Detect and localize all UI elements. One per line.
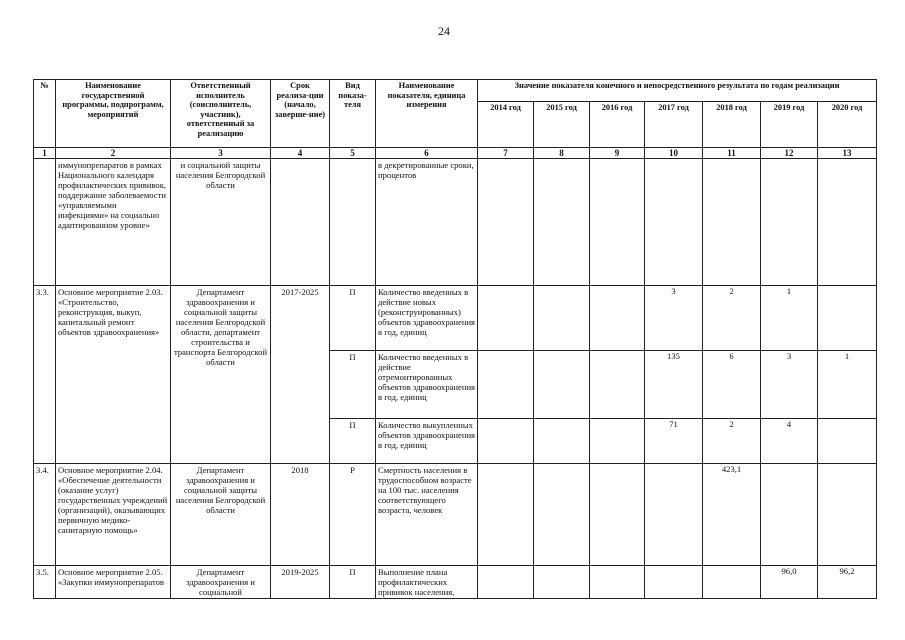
- row-term: 2017-2025: [271, 286, 330, 464]
- value-cell: [590, 464, 645, 566]
- value-2017: 71: [645, 419, 703, 464]
- value-2018: 2: [703, 286, 761, 351]
- value-cell: [534, 464, 590, 566]
- value-cell: [703, 566, 761, 599]
- column-index: 6: [376, 148, 478, 159]
- row-indicator: Выполнение плана профилактических прививок населения,: [376, 566, 478, 599]
- row-term: 2019-2025: [271, 566, 330, 599]
- value-cell: [590, 159, 645, 286]
- header-year-2015: 2015 год: [534, 102, 590, 148]
- value-cell: [478, 286, 534, 351]
- header-executor: Ответственный исполнитель (соисполнитель, участник), ответственный за реализацию: [171, 80, 271, 148]
- value-cell: [534, 351, 590, 419]
- value-2018: 6: [703, 351, 761, 419]
- header-year-2016: 2016 год: [590, 102, 645, 148]
- row-executor: Департамент здравоохранения и социальной защиты населения Белгородской области, департамент строительства и транспорта Белгородской области: [171, 286, 271, 464]
- value-cell: [590, 419, 645, 464]
- row-indicator: Количество введенных в действие отремонтированных объектов здравоохранения в год, единиц: [376, 351, 478, 419]
- value-2020: [818, 419, 877, 464]
- column-index: 11: [703, 148, 761, 159]
- value-cell: [478, 464, 534, 566]
- value-2017: 3: [645, 286, 703, 351]
- header-year-2014: 2014 год: [478, 102, 534, 148]
- row-executor: Департамент здравоохранения и социальной: [171, 566, 271, 599]
- value-cell: [478, 159, 534, 286]
- value-cell: [818, 464, 877, 566]
- row-indicator: Количество выкупленных объектов здравоохранения в год, единиц: [376, 419, 478, 464]
- header-year-2017: 2017 год: [645, 102, 703, 148]
- value-2019: 1: [761, 286, 818, 351]
- header-indicator: Наименование показателя, единица измерения: [376, 80, 478, 148]
- header-year-2020: 2020 год: [818, 102, 877, 148]
- value-cell: [645, 159, 703, 286]
- row-type: [330, 159, 376, 286]
- value-2020: 1: [818, 351, 877, 419]
- column-index: 9: [590, 148, 645, 159]
- value-cell: [645, 566, 703, 599]
- value-2018: 2: [703, 419, 761, 464]
- header-values-group: Значение показателя конечного и непосредственного результата по годам реализации: [478, 80, 877, 102]
- table-row: [34, 286, 877, 351]
- header-year-2019: 2019 год: [761, 102, 818, 148]
- value-cell: [761, 464, 818, 566]
- table-row: [34, 159, 877, 286]
- row-no: 3.5.: [34, 566, 56, 599]
- row-indicator: Количество введенных в действие новых (реконструированных) объектов здравоохранения в год, единиц: [376, 286, 478, 351]
- page-number: 24: [438, 24, 450, 38]
- value-2017: 135: [645, 351, 703, 419]
- row-executor: и социальной защиты населения Белгородской области: [171, 159, 271, 286]
- row-no: [34, 159, 56, 286]
- row-type: П: [330, 566, 376, 599]
- value-cell: [645, 464, 703, 566]
- row-indicator: в декретированные сроки, процентов: [376, 159, 478, 286]
- row-type: П: [330, 419, 376, 464]
- row-term: 2018: [271, 464, 330, 566]
- header-type: Вид показа-теля: [330, 80, 376, 148]
- row-type: П: [330, 351, 376, 419]
- column-index: 2: [56, 148, 171, 159]
- value-cell: [761, 159, 818, 286]
- value-cell: [534, 286, 590, 351]
- value-cell: [590, 286, 645, 351]
- column-index: 4: [271, 148, 330, 159]
- column-index: 3: [171, 148, 271, 159]
- value-cell: [534, 419, 590, 464]
- value-cell: [818, 159, 877, 286]
- value-cell: [478, 566, 534, 599]
- value-cell: [534, 566, 590, 599]
- header-year-2018: 2018 год: [703, 102, 761, 148]
- row-executor: Департамент здравоохранения и социальной защиты населения Белгородской области: [171, 464, 271, 566]
- row-name: иммунопрепаратов в рамках Национального календаря профилактических прививок, поддержание заболеваемости «управляемыми инфекциями» на социально адаптированном уровне»: [56, 159, 171, 286]
- column-index: 13: [818, 148, 877, 159]
- column-index: 1: [34, 148, 56, 159]
- header-term: Срок реализа-ции (начало, заверше-ние): [271, 80, 330, 148]
- header-name: Наименование государственной программы, подпрограмм, мероприятий: [56, 80, 171, 148]
- column-index: 8: [534, 148, 590, 159]
- row-no: 3.4.: [34, 464, 56, 566]
- column-index: 12: [761, 148, 818, 159]
- value-2019: 4: [761, 419, 818, 464]
- value-2019: 96,0: [761, 566, 818, 599]
- row-name: Основное мероприятие 2.04. «Обеспечение деятельности (оказание услуг) государственных учреждений (организаций), оказывающих первичную медико-санитарную помощь»: [56, 464, 171, 566]
- value-cell: [478, 419, 534, 464]
- table-row: [34, 566, 877, 599]
- row-indicator: Смертность населения в трудоспособном возрасте на 100 тыс. населения соответствующего возраста, человек: [376, 464, 478, 566]
- value-cell: [534, 159, 590, 286]
- column-index: 5: [330, 148, 376, 159]
- row-type: П: [330, 286, 376, 351]
- header-no: №: [34, 80, 56, 148]
- indicator-table: [33, 79, 877, 599]
- value-2018: 423,1: [703, 464, 761, 566]
- row-no: 3.3.: [34, 286, 56, 464]
- column-index: 10: [645, 148, 703, 159]
- value-cell: [590, 351, 645, 419]
- row-name: Основное мероприятие 2.03. «Строительство, реконструкция, выкуп, капитальный ремонт объектов здравоохранения»: [56, 286, 171, 464]
- value-2019: 3: [761, 351, 818, 419]
- column-index: 7: [478, 148, 534, 159]
- table-row: [34, 464, 877, 566]
- value-2020: 96,2: [818, 566, 877, 599]
- row-term: [271, 159, 330, 286]
- value-2020: [818, 286, 877, 351]
- row-type: Р: [330, 464, 376, 566]
- value-cell: [703, 159, 761, 286]
- value-cell: [478, 351, 534, 419]
- row-name: Основное мероприятие 2.05. «Закупки иммунопрепаратов: [56, 566, 171, 599]
- value-cell: [590, 566, 645, 599]
